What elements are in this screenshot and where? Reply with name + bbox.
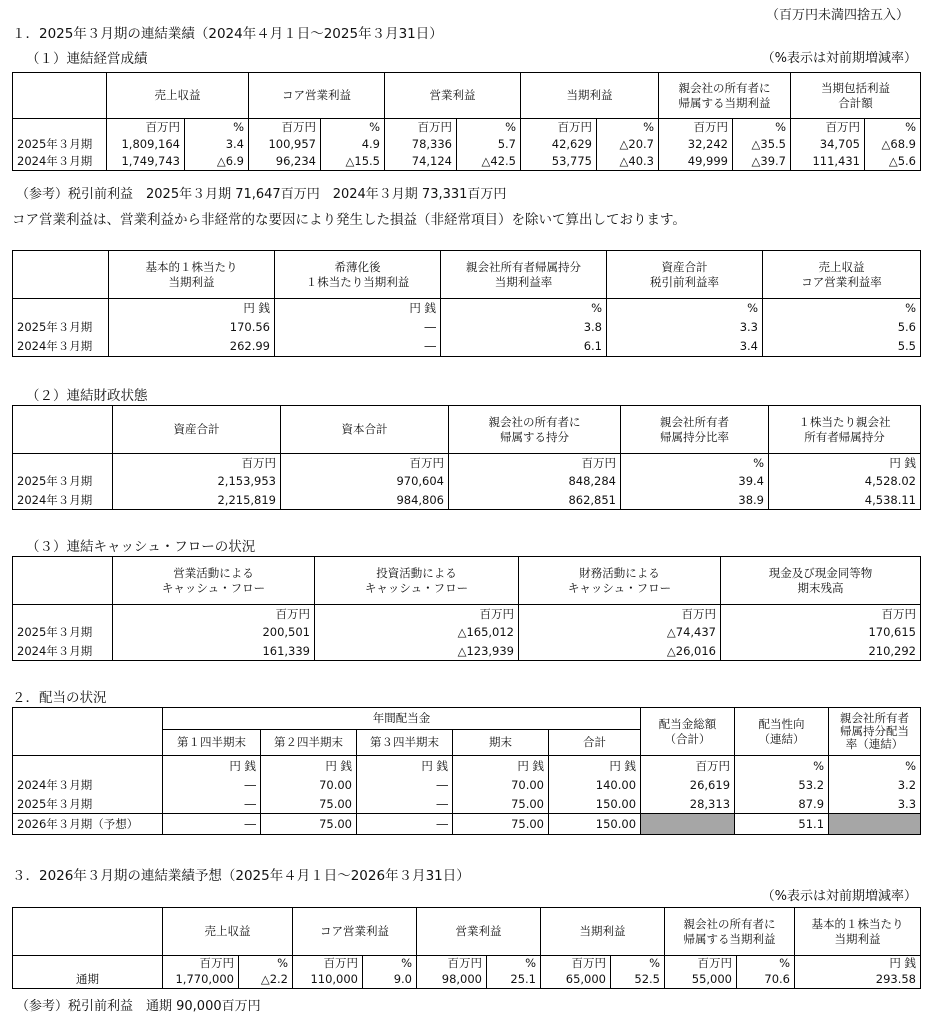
value-cell: 3.3 — [607, 317, 763, 337]
value-cell: 984,806 — [281, 491, 449, 510]
value-cell: △35.5 — [733, 135, 791, 153]
unit-cell: % — [607, 299, 763, 317]
row-label: 通期 — [13, 971, 163, 989]
value-cell: ― — [357, 814, 453, 835]
corner-cell — [13, 908, 163, 956]
unit-cell: 円 銭 — [769, 454, 921, 472]
value-cell: 98,000 — [417, 971, 487, 989]
value-cell: 26,619 — [641, 776, 735, 795]
value-cell: △2.2 — [239, 971, 293, 989]
forecast-ref-note: （参考）税引前利益 通期 90,000百万円 — [16, 999, 261, 1014]
header-total-assets: 資産合計 — [113, 406, 281, 454]
value-cell: 2,153,953 — [113, 472, 281, 491]
value-cell: 150.00 — [549, 795, 641, 814]
header-bps: １株当たり親会社 所有者帰属持分 — [769, 406, 921, 454]
value-cell: 5.7 — [457, 135, 521, 153]
ref-note: （参考）税引前利益 2025年３月期 71,647百万円 2024年３月期 73,331百万円 — [16, 187, 507, 202]
header-net: 当期利益 — [541, 908, 665, 956]
value-cell: △42.5 — [457, 153, 521, 171]
unit-cell: 百万円 — [659, 119, 733, 135]
value-cell: 42,629 — [521, 135, 597, 153]
header-annual-dividend: 年間配当金 — [163, 708, 641, 730]
value-cell: △123,939 — [315, 642, 519, 661]
row-label: 2025年３月期 — [13, 472, 113, 491]
value-cell: 970,604 — [281, 472, 449, 491]
unit-cell: % — [363, 956, 417, 971]
value-cell: 6.1 — [441, 337, 607, 357]
unit-cell: % — [735, 756, 829, 776]
header-owners-net: 親会社の所有者に 帰属する当期利益 — [659, 73, 791, 119]
unit-cell: 円 銭 — [163, 756, 261, 776]
value-cell: 28,313 — [641, 795, 735, 814]
value-cell: 848,284 — [449, 472, 621, 491]
row-label: 2025年３月期 — [13, 623, 113, 642]
shaded-cell — [641, 814, 735, 835]
value-cell: 49,999 — [659, 153, 733, 171]
value-cell: 52.5 — [611, 971, 665, 989]
value-cell: 78,336 — [385, 135, 457, 153]
row-label-blank — [13, 956, 163, 971]
header-cash-balance: 現金及び現金同等物 期末残高 — [721, 557, 921, 605]
unit-cell: % — [733, 119, 791, 135]
header-comprehensive: 当期包括利益 合計額 — [791, 73, 921, 119]
value-cell: 110,000 — [293, 971, 363, 989]
header-doe: 親会社所有者 帰属持分配当 率（連結） — [829, 708, 921, 756]
unit-cell: 百万円 — [293, 956, 363, 971]
unit-cell: % — [239, 956, 293, 971]
value-cell: 5.6 — [763, 317, 921, 337]
corner-cell — [13, 708, 163, 756]
shaded-cell — [829, 814, 921, 835]
sub2-title: （２）連結財政状態 — [26, 388, 148, 404]
unit-cell: % — [185, 119, 249, 135]
unit-cell: % — [597, 119, 659, 135]
unit-cell: % — [829, 756, 921, 776]
header-basic-eps: 基本的１株当たり 当期利益 — [109, 251, 275, 299]
row-label-blank — [13, 756, 163, 776]
row-label-blank — [13, 299, 109, 317]
unit-cell: 円 銭 — [261, 756, 357, 776]
row-label: 2025年３月期 — [13, 135, 107, 153]
corner-cell — [13, 251, 109, 299]
value-cell: 70.00 — [261, 776, 357, 795]
value-cell: △74,437 — [519, 623, 721, 642]
unit-cell: 百万円 — [417, 956, 487, 971]
value-cell: 32,242 — [659, 135, 733, 153]
value-cell: 3.8 — [441, 317, 607, 337]
value-cell: 75.00 — [453, 814, 549, 835]
unit-cell: 百万円 — [519, 605, 721, 623]
value-cell: 170.56 — [109, 317, 275, 337]
value-cell: 100,957 — [249, 135, 321, 153]
unit-cell: 百万円 — [541, 956, 611, 971]
section1-title: １．2025年３月期の連結業績（2024年４月１日～2025年３月31日） — [12, 26, 443, 42]
corner-cell — [13, 73, 107, 119]
header-operating-cf: 営業活動による キャッシュ・フロー — [113, 557, 315, 605]
value-cell: 75.00 — [453, 795, 549, 814]
unit-cell: 百万円 — [107, 119, 185, 135]
value-cell: △5.6 — [865, 153, 921, 171]
unit-cell: 百万円 — [113, 605, 315, 623]
row-label: 2025年３月期 — [13, 795, 163, 814]
unit-cell: 円 銭 — [109, 299, 275, 317]
header-investing-cf: 投資活動による キャッシュ・フロー — [315, 557, 519, 605]
value-cell: 150.00 — [549, 814, 641, 835]
header-total-equity: 資本合計 — [281, 406, 449, 454]
header-q1: 第１四半期末 — [163, 730, 261, 756]
unit-note: （百万円未満四捨五入） — [765, 8, 909, 23]
header-owners-net: 親会社の所有者に 帰属する当期利益 — [665, 908, 795, 956]
value-cell: △165,012 — [315, 623, 519, 642]
value-cell: 262.99 — [109, 337, 275, 357]
results-table — [12, 72, 921, 171]
header-q3: 第３四半期末 — [357, 730, 453, 756]
value-cell: 170,615 — [721, 623, 921, 642]
value-cell: 5.5 — [763, 337, 921, 357]
value-cell: 3.3 — [829, 795, 921, 814]
row-label: 2024年３月期 — [13, 776, 163, 795]
header-revenue: 売上収益 — [107, 73, 249, 119]
value-cell: ― — [357, 776, 453, 795]
value-cell: ― — [163, 814, 261, 835]
value-cell: ― — [275, 337, 441, 357]
header-payout-ratio: 配当性向 （連結） — [735, 708, 829, 756]
value-cell: 51.1 — [735, 814, 829, 835]
value-cell: 3.2 — [829, 776, 921, 795]
header-roe: 親会社所有者帰属持分 当期利益率 — [441, 251, 607, 299]
header-equity-ratio: 親会社所有者 帰属持分比率 — [621, 406, 769, 454]
row-label: 2024年３月期 — [13, 642, 113, 661]
value-cell: 34,705 — [791, 135, 865, 153]
header-eps: 基本的１株当たり 当期利益 — [795, 908, 921, 956]
value-cell: 70.00 — [453, 776, 549, 795]
header-financing-cf: 財務活動による キャッシュ・フロー — [519, 557, 721, 605]
unit-cell: 百万円 — [449, 454, 621, 472]
header-core-op: コア営業利益 — [293, 908, 417, 956]
value-cell: 70.6 — [737, 971, 795, 989]
value-cell: 862,851 — [449, 491, 621, 510]
value-cell: △68.9 — [865, 135, 921, 153]
unit-cell: 百万円 — [281, 454, 449, 472]
core-note: コア営業利益は、営業利益から非経常的な要因により発生した損益（非経常項目）を除いて算出しております。 — [12, 212, 686, 228]
row-label-forecast: 2026年３月期（予想） — [13, 814, 163, 835]
value-cell: 1,749,743 — [107, 153, 185, 171]
corner-cell — [13, 406, 113, 454]
header-q2: 第２四半期末 — [261, 730, 357, 756]
unit-cell: % — [763, 299, 921, 317]
value-cell: 111,431 — [791, 153, 865, 171]
value-cell: 4,528.02 — [769, 472, 921, 491]
header-core-op: コア営業利益 — [249, 73, 385, 119]
unit-cell: % — [321, 119, 385, 135]
unit-cell: % — [865, 119, 921, 135]
forecast-pct-note: （%表示は対前期増減率） — [761, 889, 917, 904]
unit-cell: 百万円 — [521, 119, 597, 135]
header-net: 当期利益 — [521, 73, 659, 119]
value-cell: 200,501 — [113, 623, 315, 642]
value-cell: 210,292 — [721, 642, 921, 661]
row-label: 2024年３月期 — [13, 491, 113, 510]
unit-cell: 円 銭 — [795, 956, 921, 971]
value-cell: ― — [275, 317, 441, 337]
dividend-table — [12, 707, 921, 835]
corner-cell — [13, 557, 113, 605]
value-cell: 1,809,164 — [107, 135, 185, 153]
unit-cell: 百万円 — [163, 956, 239, 971]
row-label-blank — [13, 605, 113, 623]
unit-cell: 百万円 — [791, 119, 865, 135]
forecast-table — [12, 907, 921, 989]
value-cell: 53.2 — [735, 776, 829, 795]
row-label-blank — [13, 119, 107, 135]
unit-cell: 百万円 — [249, 119, 321, 135]
value-cell: △39.7 — [733, 153, 791, 171]
unit-cell: 円 銭 — [549, 756, 641, 776]
row-label: 2024年３月期 — [13, 153, 107, 171]
header-diluted-eps: 希薄化後 １株当たり当期利益 — [275, 251, 441, 299]
unit-cell: % — [457, 119, 521, 135]
unit-cell: 百万円 — [641, 756, 735, 776]
unit-cell: 百万円 — [315, 605, 519, 623]
unit-cell: % — [611, 956, 665, 971]
value-cell: 293.58 — [795, 971, 921, 989]
value-cell: 75.00 — [261, 795, 357, 814]
pct-note: （%表示は対前期増減率） — [761, 51, 917, 66]
value-cell: 87.9 — [735, 795, 829, 814]
sub1-title: （１）連結経営成績 — [26, 51, 148, 67]
row-label: 2024年３月期 — [13, 337, 109, 357]
header-year-end: 期末 — [453, 730, 549, 756]
value-cell: 55,000 — [665, 971, 737, 989]
value-cell: △26,016 — [519, 642, 721, 661]
unit-cell: % — [737, 956, 795, 971]
header-op: 営業利益 — [417, 908, 541, 956]
row-label-blank — [13, 454, 113, 472]
section2-title: ２．配当の状況 — [12, 690, 107, 706]
value-cell: 161,339 — [113, 642, 315, 661]
header-revenue: 売上収益 — [163, 908, 293, 956]
value-cell: ― — [163, 776, 261, 795]
section3-title: ３．2026年３月期の連結業績予想（2025年４月１日～2026年３月31日） — [12, 868, 470, 884]
value-cell: △15.5 — [321, 153, 385, 171]
value-cell: 39.4 — [621, 472, 769, 491]
value-cell: 38.9 — [621, 491, 769, 510]
unit-cell: 百万円 — [665, 956, 737, 971]
value-cell: 140.00 — [549, 776, 641, 795]
value-cell: 74,124 — [385, 153, 457, 171]
cashflow-table — [12, 556, 921, 661]
value-cell: △40.3 — [597, 153, 659, 171]
value-cell: 53,775 — [521, 153, 597, 171]
value-cell: 75.00 — [261, 814, 357, 835]
financial-table — [12, 405, 921, 510]
unit-cell: % — [487, 956, 541, 971]
header-total: 合計 — [549, 730, 641, 756]
value-cell: 3.4 — [607, 337, 763, 357]
value-cell: 25.1 — [487, 971, 541, 989]
unit-cell: 百万円 — [385, 119, 457, 135]
value-cell: ― — [357, 795, 453, 814]
row-label: 2025年３月期 — [13, 317, 109, 337]
value-cell: 9.0 — [363, 971, 417, 989]
unit-cell: 百万円 — [113, 454, 281, 472]
value-cell: 1,770,000 — [163, 971, 239, 989]
unit-cell: 百万円 — [721, 605, 921, 623]
unit-cell: 円 銭 — [275, 299, 441, 317]
per-share-table — [12, 250, 921, 357]
value-cell: 2,215,819 — [113, 491, 281, 510]
value-cell: △20.7 — [597, 135, 659, 153]
header-owners-equity: 親会社の所有者に 帰属する持分 — [449, 406, 621, 454]
unit-cell: 円 銭 — [453, 756, 549, 776]
value-cell: 65,000 — [541, 971, 611, 989]
value-cell: 3.4 — [185, 135, 249, 153]
header-roa: 資産合計 税引前利益率 — [607, 251, 763, 299]
header-core-margin: 売上収益 コア営業利益率 — [763, 251, 921, 299]
header-dividend-total: 配当金総額 （合計） — [641, 708, 735, 756]
value-cell: 96,234 — [249, 153, 321, 171]
value-cell: ― — [163, 795, 261, 814]
value-cell: 4.9 — [321, 135, 385, 153]
header-op: 営業利益 — [385, 73, 521, 119]
unit-cell: % — [441, 299, 607, 317]
value-cell: 4,538.11 — [769, 491, 921, 510]
unit-cell: 円 銭 — [357, 756, 453, 776]
unit-cell: % — [621, 454, 769, 472]
sub3-title: （３）連結キャッシュ・フローの状況 — [26, 539, 256, 555]
value-cell: △6.9 — [185, 153, 249, 171]
